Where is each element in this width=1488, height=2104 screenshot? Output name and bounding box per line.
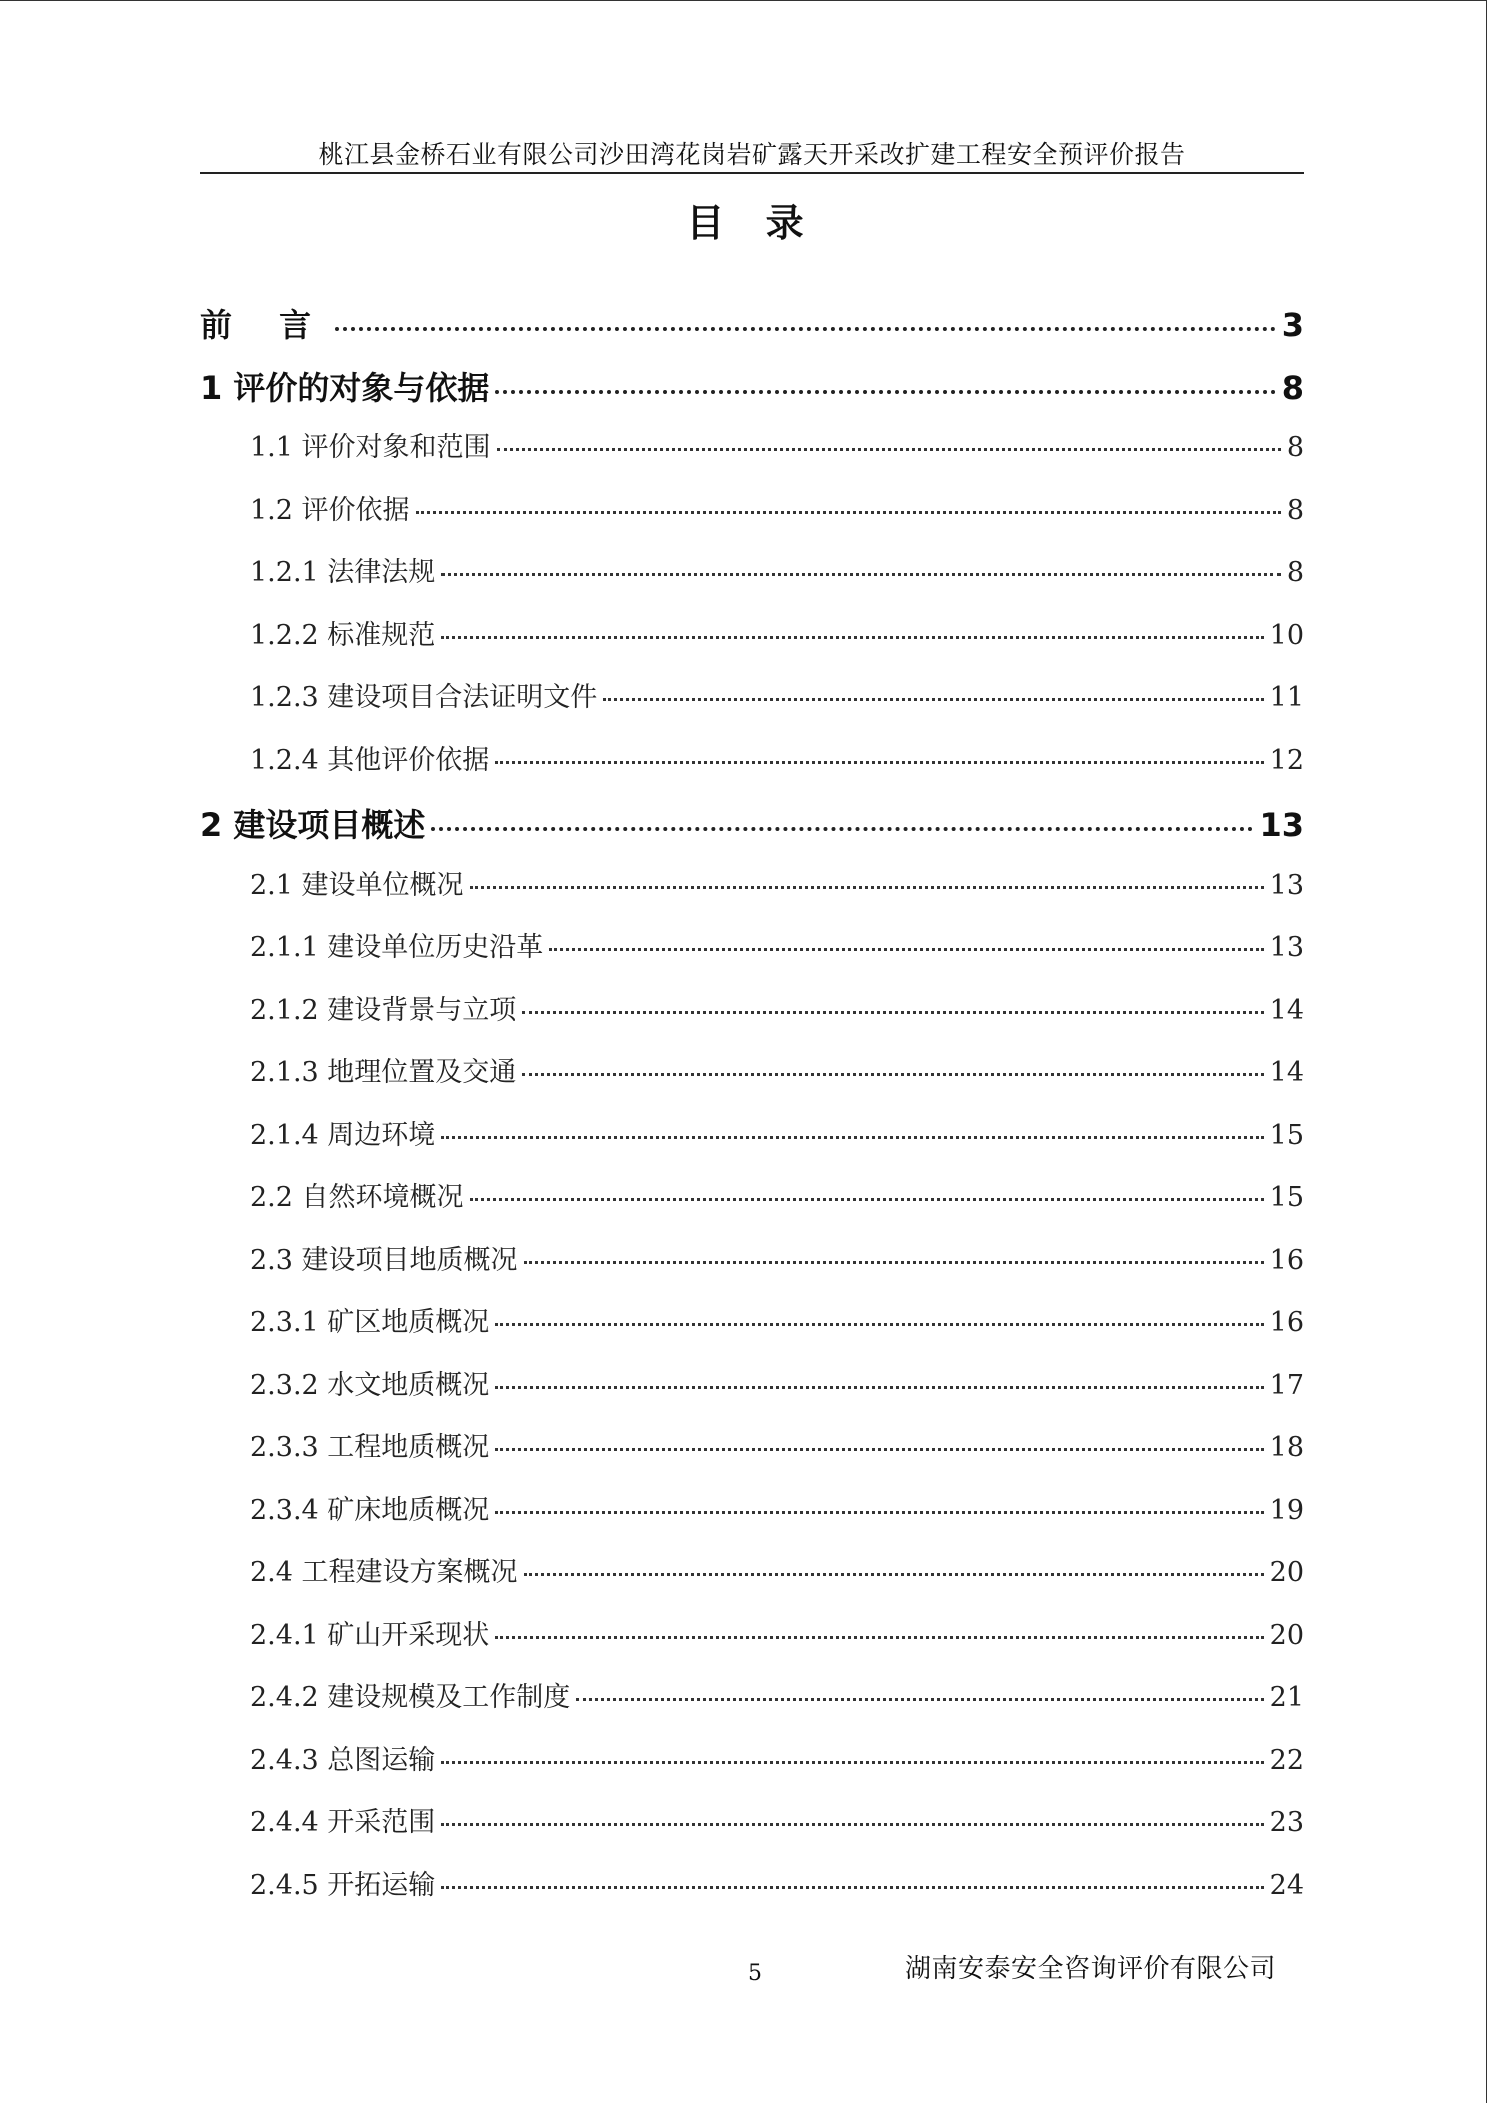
toc-entry-label: 1.1 评价对象和范围 — [250, 432, 491, 463]
toc-entry-page: 8 — [1286, 494, 1304, 526]
toc-entry-page: 14 — [1269, 1057, 1304, 1088]
toc-leader-dots — [495, 1447, 1263, 1451]
toc-entry-label: 1.2.1 法律法规 — [250, 557, 436, 588]
toc-leader-dots — [522, 1010, 1263, 1014]
toc-entry-page: 19 — [1269, 1494, 1304, 1526]
toc-entry-page: 13 — [1269, 869, 1304, 901]
toc-leader-dots — [441, 635, 1263, 639]
toc-chapter-entry[interactable] — [200, 800, 1304, 846]
toc-section-entry[interactable] — [250, 1863, 1304, 1902]
toc-section-entry[interactable] — [250, 675, 1304, 714]
toc-entry-label: 1.2.2 标准规范 — [250, 619, 436, 651]
toc-entry-label: 2.4.2 建设规模及工作制度 — [250, 1682, 571, 1713]
toc-leader-dots — [524, 1572, 1264, 1576]
toc-section-entry[interactable] — [250, 1550, 1304, 1589]
toc-leader-dots — [495, 1322, 1263, 1326]
toc-section-entry[interactable] — [250, 550, 1304, 589]
toc-entry-page: 8 — [1286, 432, 1304, 463]
toc-entry-page: 18 — [1269, 1432, 1304, 1463]
toc-entry-label: 2.1.2 建设背景与立项 — [250, 994, 517, 1026]
toc-section-entry[interactable] — [250, 1425, 1304, 1464]
toc-entry-label: 1.2 评价依据 — [250, 494, 410, 526]
toc-leader-dots — [335, 326, 1276, 331]
toc-leader-dots — [576, 1697, 1263, 1701]
toc-entry-label: 2.4.5 开拓运输 — [250, 1869, 436, 1901]
toc-leader-dots — [441, 1885, 1263, 1889]
toc-section-entry[interactable] — [250, 1613, 1304, 1652]
toc-entry-label: 2.4 工程建设方案概况 — [250, 1557, 518, 1588]
toc-leader-dots — [549, 947, 1263, 951]
toc-section-entry[interactable] — [250, 1175, 1304, 1214]
toc-leader-dots — [470, 885, 1264, 889]
toc-entry-page: 24 — [1269, 1869, 1304, 1901]
toc-leader-dots — [441, 1822, 1263, 1826]
toc-entry-label: 2.4.4 开采范围 — [250, 1807, 436, 1838]
toc-section-entry[interactable] — [250, 738, 1304, 777]
toc-section-entry[interactable] — [250, 1738, 1304, 1777]
toc-section-entry[interactable] — [250, 1300, 1304, 1339]
toc-entry-page: 16 — [1269, 1307, 1304, 1338]
toc-entry-page: 13 — [1269, 932, 1304, 963]
toc-entry-page: 12 — [1269, 744, 1304, 776]
toc-entry-page: 22 — [1269, 1744, 1304, 1776]
toc-entry-label: 2 建设项目概述 — [200, 806, 426, 844]
toc-entry-page: 14 — [1269, 994, 1304, 1026]
toc-leader-dots — [441, 572, 1281, 576]
toc-leader-dots — [416, 510, 1281, 514]
toc-entry-label: 2.3 建设项目地质概况 — [250, 1244, 518, 1276]
toc-entry-page: 20 — [1269, 1619, 1304, 1651]
toc-leader-dots — [431, 826, 1253, 831]
toc-entry-label: 1.2.3 建设项目合法证明文件 — [250, 682, 598, 713]
toc-entry-page: 15 — [1269, 1119, 1304, 1151]
toc-entry-label: 1.2.4 其他评价依据 — [250, 744, 490, 776]
toc-entry-label: 2.2 自然环境概况 — [250, 1182, 464, 1213]
toc-entry-page: 23 — [1269, 1807, 1304, 1838]
toc-leader-dots — [495, 1510, 1263, 1514]
toc-entry-page: 17 — [1269, 1369, 1304, 1401]
toc-section-entry[interactable] — [250, 1488, 1304, 1527]
page-number: 5 — [748, 1961, 762, 1986]
toc-chapter-entry[interactable] — [200, 300, 1304, 346]
toc-entry-label: 2.1.4 周边环境 — [250, 1119, 436, 1151]
toc-entry-label: 2.4.1 矿山开采现状 — [250, 1619, 490, 1651]
toc-leader-dots — [522, 1072, 1263, 1076]
toc-section-entry[interactable] — [250, 1238, 1304, 1277]
header-rule — [200, 172, 1304, 174]
toc-title: 目 录 — [686, 201, 818, 245]
toc-entry-page: 10 — [1269, 619, 1304, 651]
toc-section-entry[interactable] — [250, 1363, 1304, 1402]
toc-leader-dots — [497, 447, 1281, 451]
toc-entry-label: 2.1 建设单位概况 — [250, 869, 464, 901]
toc-entry-label: 2.4.3 总图运输 — [250, 1744, 436, 1776]
toc-leader-dots — [495, 389, 1275, 394]
toc-section-entry[interactable] — [250, 488, 1304, 527]
toc-entry-label: 2.1.3 地理位置及交通 — [250, 1057, 517, 1088]
toc-entry-label: 2.1.1 建设单位历史沿革 — [250, 932, 544, 963]
toc-entry-label: 2.3.3 工程地质概况 — [250, 1432, 490, 1463]
toc-section-entry[interactable] — [250, 613, 1304, 652]
toc-section-entry[interactable] — [250, 1050, 1304, 1089]
toc-entry-label: 2.3.1 矿区地质概况 — [250, 1307, 490, 1338]
toc-entry-page: 11 — [1269, 682, 1304, 713]
toc-entry-page: 8 — [1286, 557, 1304, 588]
toc-entry-page: 15 — [1269, 1182, 1304, 1213]
toc-section-entry[interactable] — [250, 925, 1304, 964]
toc-leader-dots — [495, 1385, 1263, 1389]
footer-company: 湖南安泰安全咨询评价有限公司 — [905, 1954, 1277, 1984]
toc-section-entry[interactable] — [250, 1800, 1304, 1839]
toc-entry-label: 2.3.2 水文地质概况 — [250, 1369, 490, 1401]
toc-section-entry[interactable] — [250, 425, 1304, 464]
toc-leader-dots — [441, 1135, 1263, 1139]
toc-entry-page: 21 — [1269, 1682, 1304, 1713]
toc-section-entry[interactable] — [250, 988, 1304, 1027]
toc-leader-dots — [603, 697, 1263, 701]
toc-entry-page: 3 — [1281, 306, 1304, 344]
toc-entry-label: 2.3.4 矿床地质概况 — [250, 1494, 490, 1526]
toc-leader-dots — [470, 1197, 1264, 1201]
toc-section-entry[interactable] — [250, 863, 1304, 902]
toc-entry-page: 20 — [1269, 1557, 1304, 1588]
toc-leader-dots — [495, 760, 1263, 764]
toc-leader-dots — [495, 1635, 1263, 1639]
running-header-title: 桃江县金桥石业有限公司沙田湾花岗岩矿露天开采改扩建工程安全预评价报告 — [318, 140, 1186, 169]
toc-entry-label: 1 评价的对象与依据 — [200, 368, 490, 407]
toc-entry-page: 16 — [1269, 1244, 1304, 1276]
toc-leader-dots — [441, 1760, 1263, 1764]
toc-entry-page: 13 — [1259, 806, 1304, 844]
toc-section-entry[interactable] — [250, 1675, 1304, 1714]
toc-entry-page: 8 — [1281, 368, 1304, 407]
toc-section-entry[interactable] — [250, 1113, 1304, 1152]
toc-chapter-entry[interactable] — [200, 363, 1304, 409]
toc-entry-label: 前 言 — [200, 306, 330, 344]
toc-leader-dots — [524, 1260, 1264, 1264]
